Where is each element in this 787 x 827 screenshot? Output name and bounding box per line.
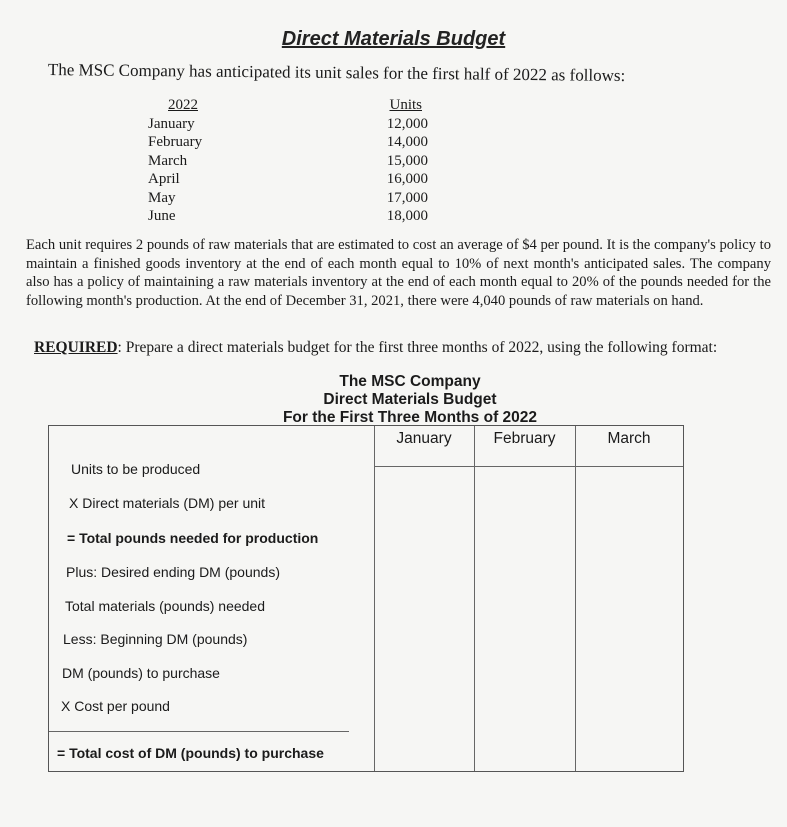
sales-month: January [148,115,195,132]
line-item-beginning-dm: Less: Beginning DM (pounds) [63,631,248,647]
sales-month: March [148,152,188,169]
line-item-total-materials-needed: Total materials (pounds) needed [65,598,266,614]
budget-company: The MSC Company [339,373,481,390]
budget-period: For the First Three Months of 2022 [282,409,538,426]
required-text: : Prepare a direct materials budget for the first three months of 2022, using the following format: [117,339,718,356]
budget-name: Direct Materials Budget [323,391,497,408]
column-divider [474,426,475,771]
line-item-total-cost-dm: = Total cost of DM (pounds) to purchase [57,745,324,761]
sales-row [148,207,428,226]
budget-heading [200,373,620,427]
sales-month: June [148,208,176,224]
sales-year-header: 2022 [168,97,198,113]
line-item-desired-ending-dm: Plus: Desired ending DM (pounds) [66,564,280,580]
line-item-dm-per-unit: X Direct materials (DM) per unit [69,495,266,511]
sales-row [148,152,428,171]
page-title: Direct Materials Budget [281,28,506,50]
sales-units: 12,000 [386,115,428,132]
sales-row [148,115,428,134]
sales-units: 17,000 [386,189,428,206]
line-item-units-produced: Units to be produced [71,461,201,477]
budget-table [48,425,684,772]
problem-paragraph: Each unit requires 2 pounds of raw materials that are estimated to cost an average of $4 per pound. It is the company's policy to maintain a finished goods inventory at the end of each month equal to 10% of next month's anticipated sales. The company also has a policy of maintaining a raw materials inventory at the end of each month equal to 20% of the pounds needed for the following month's production. At the end of December 31, 2021, there were 4,040 pounds of raw materials on hand. [26,237,771,309]
column-divider [575,426,576,771]
sales-units: 15,000 [386,152,428,169]
sales-month: April [148,171,180,187]
sales-row [148,170,428,189]
column-divider [374,426,375,771]
required-label: REQUIRED [34,339,118,356]
sales-month: May [148,189,176,206]
total-row-divider [49,731,349,732]
sales-units: 14,000 [386,134,428,150]
line-item-total-pounds-needed: = Total pounds needed for production [67,530,319,546]
line-item-dm-to-purchase: DM (pounds) to purchase [62,665,220,681]
column-header-february: February [493,430,556,447]
sales-row [148,133,428,152]
sales-units: 16,000 [386,171,428,187]
line-item-cost-per-pound: X Cost per pound [61,698,170,714]
required-instruction [34,339,717,357]
sales-row [148,189,428,208]
sales-forecast-table [148,96,428,226]
intro-text: The MSC Company has anticipated its unit sales for the first half of 2022 as follows: [47,60,626,86]
column-header-january: January [396,430,452,447]
header-underline [374,466,683,467]
sales-units: 18,000 [386,208,428,224]
sales-header-row [148,96,428,115]
sales-month: February [148,134,203,150]
column-header-march: March [607,430,651,447]
sales-units-header: Units [389,97,422,113]
